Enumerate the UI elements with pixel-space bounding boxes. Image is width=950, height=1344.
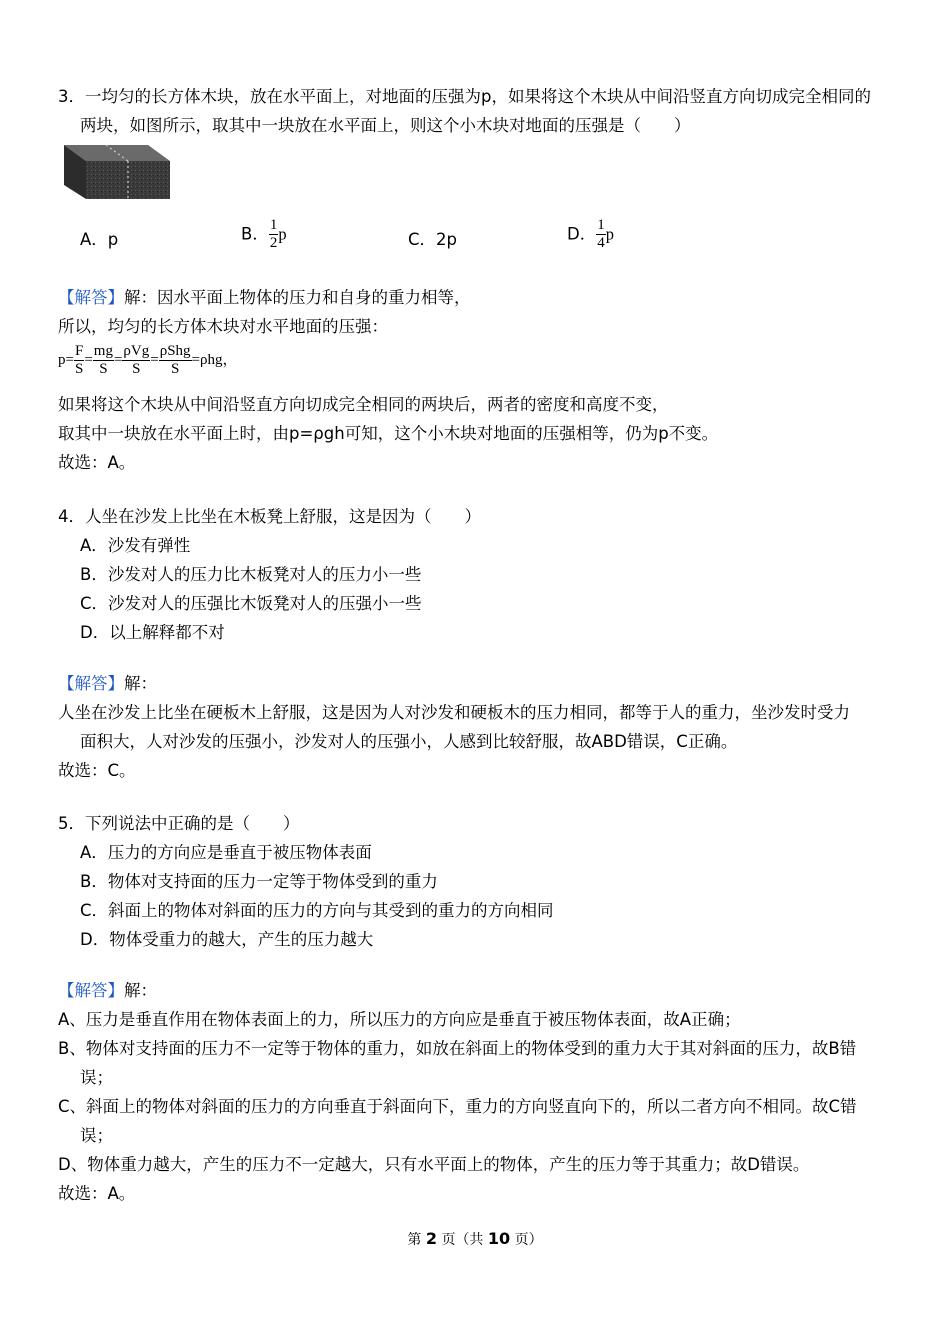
fraction-denominator: S <box>99 361 108 377</box>
q5-answer-a: A、压力是垂直作用在物体表面上的力，所以压力的方向应是垂直于被压物体表面，故A正确； <box>58 1010 741 1029</box>
fraction-numerator: 1 <box>269 217 278 233</box>
q3-answer-line2: 所以，均匀的长方体木块对水平地面的压强： <box>58 317 388 336</box>
q5-answer-b-line1: B、物体对支持面的压力不一定等于物体的重力，如放在斜面上的物体受到的重力大于其对斜面的压力，故B错 <box>58 1039 857 1058</box>
answer-tag: 【解答】 <box>58 288 124 307</box>
fraction-denominator: S <box>132 361 141 377</box>
answer-tag: 【解答】 <box>58 674 124 693</box>
q4-option-c: C．沙发对人的压强比木饭凳对人的压强小一些 <box>80 594 422 613</box>
q3-answer-line4: 取其中一块放在水平面上时，由p=ρgh可知，这个小木块对地面的压强相等，仍为p不变。 <box>58 424 719 443</box>
q3-block-figure <box>62 141 174 203</box>
q5-option-d: D．物体受重力的越大，产生的压力越大 <box>80 930 374 949</box>
q3-option-d-label: D． <box>567 224 597 244</box>
footer-suffix: 页） <box>514 1232 543 1248</box>
answer-text: 解：因水平面上物体的压力和自身的重力相等， <box>124 288 471 307</box>
page-footer <box>0 1229 950 1249</box>
q5-option-a: A．压力的方向应是垂直于被压物体表面 <box>80 843 372 862</box>
q3-option-d-unit: p <box>605 224 614 244</box>
formula-tail: =ρhg， <box>191 352 238 368</box>
fraction-denominator: 2 <box>269 235 278 251</box>
formula-equals: = <box>84 352 93 368</box>
formula-p-eq: p= <box>58 352 74 368</box>
q4-answer-line1: 人坐在沙发上比坐在硬板木上舒服，这是因为人对沙发和硬板木的压力相同，都等于人的重力，坐沙发时受力 <box>58 703 850 722</box>
q5-answer-d: D、物体重力越大，产生的压力不一定越大，只有水平面上的物体，产生的压力等于其重力；故D错误。 <box>58 1155 810 1174</box>
fraction-numerator: 1 <box>597 217 605 233</box>
q3-answer-line1 <box>58 287 471 309</box>
q3-answer-conclusion: 故选：A。 <box>58 453 136 472</box>
q3-option-b <box>241 217 287 252</box>
answer-intro: 解： <box>124 981 157 1000</box>
fraction-one-quarter <box>596 217 606 252</box>
q5-option-c: C．斜面上的物体对斜面的压力的方向与其受到的重力的方向相同 <box>80 901 554 920</box>
q4-answer-line2: 面积大，人对沙发的压强小，沙发对人的压强小，人感到比较舒服，故ABD错误，C正确。 <box>80 732 738 751</box>
fraction-numerator: mg <box>93 343 113 359</box>
q3-stem-line1: 3．一均匀的长方体木块，放在水平面上，对地面的压强为p，如果将这个木块从中间沿竖直方向切成完全相同的 <box>58 87 871 106</box>
formula-fraction-3 <box>122 343 150 378</box>
fraction-one-half <box>269 217 279 252</box>
q5-answer-heading <box>58 980 157 1002</box>
q5-answer-c-line2: 误； <box>80 1126 113 1145</box>
answer-tag: 【解答】 <box>58 981 124 1000</box>
footer-total-pages: 10 <box>487 1229 511 1248</box>
q4-option-d: D．以上解释都不对 <box>80 623 225 642</box>
fraction-numerator: ρShg <box>159 343 191 359</box>
q3-option-b-label: B． <box>241 224 269 244</box>
fraction-denominator: S <box>170 361 180 377</box>
q4-stem: 4．人坐在沙发上比坐在木板凳上舒服，这是因为（ ） <box>58 507 481 526</box>
footer-middle: 页（共 <box>441 1232 484 1248</box>
q5-answer-b-line2: 误； <box>80 1068 113 1087</box>
q3-option-a: A．p <box>80 230 119 249</box>
formula-equals: = <box>150 352 159 368</box>
q3-option-b-unit: p <box>278 224 287 244</box>
fraction-numerator: ρVg <box>123 343 150 359</box>
formula-equals: = <box>113 352 123 368</box>
formula-fraction-1 <box>74 343 84 378</box>
q4-answer-conclusion: 故选：C。 <box>58 761 136 780</box>
footer-page-number: 2 <box>425 1229 437 1248</box>
formula-fraction-4 <box>159 343 192 378</box>
q4-answer-heading <box>58 673 157 695</box>
q5-answer-conclusion: 故选：A。 <box>58 1184 136 1203</box>
cut-block-illustration <box>62 141 174 203</box>
fraction-denominator: 4 <box>597 235 605 251</box>
q4-option-a: A．沙发有弹性 <box>80 536 191 555</box>
formula-fraction-2 <box>93 343 114 378</box>
q3-option-c: C．2p <box>408 230 457 249</box>
q3-pressure-formula <box>58 343 238 378</box>
q3-stem-line2: 两块，如图所示，取其中一块放在水平面上，则这个小木块对地面的压强是（ ） <box>80 116 691 135</box>
fraction-denominator: S <box>74 361 84 377</box>
q4-option-b: B．沙发对人的压力比木板凳对人的压力小一些 <box>80 565 422 584</box>
answer-intro: 解： <box>124 674 157 693</box>
q5-answer-c-line1: C、斜面上的物体对斜面的压力的方向垂直于斜面向下，重力的方向竖直向下的，所以二者方向不相同。故C错 <box>58 1097 857 1116</box>
fraction-numerator: F <box>74 343 84 359</box>
q5-stem: 5．下列说法中正确的是（ ） <box>58 814 300 833</box>
q3-option-d <box>567 217 614 252</box>
q3-answer-line3: 如果将这个木块从中间沿竖直方向切成完全相同的两块后，两者的密度和高度不变， <box>58 395 669 414</box>
q5-option-b: B．物体对支持面的压力一定等于物体受到的重力 <box>80 872 438 891</box>
footer-prefix: 第 <box>407 1232 422 1248</box>
